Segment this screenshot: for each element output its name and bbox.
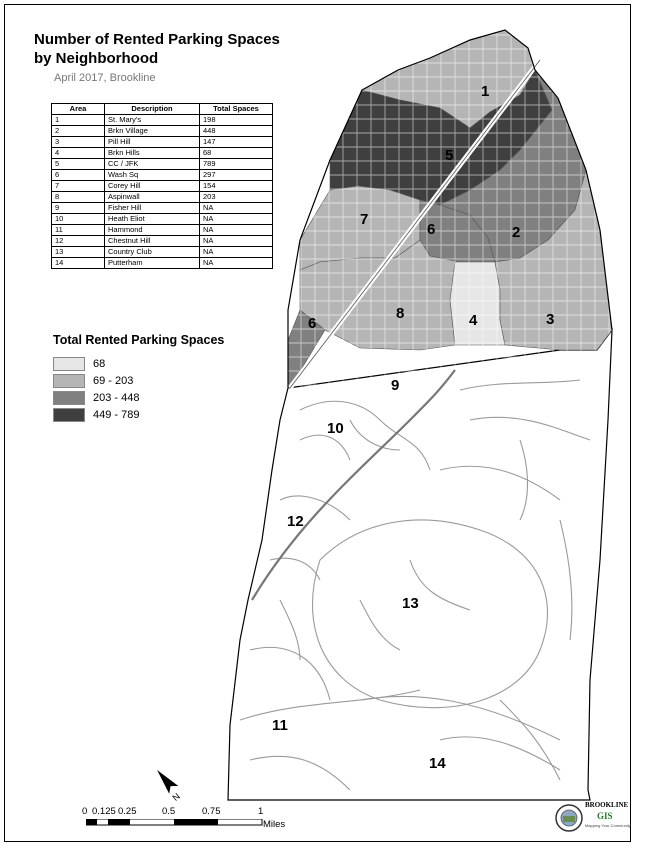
cell-description: Brkn Village: [105, 126, 200, 137]
cell-total-spaces: 203: [200, 192, 273, 203]
label-area-13: 13: [402, 595, 419, 612]
cell-area: 8: [52, 192, 105, 203]
scale-tick-05: 0.5: [162, 806, 176, 817]
cell-area: 13: [52, 247, 105, 258]
label-area-11: 11: [272, 717, 288, 734]
cell-total-spaces: NA: [200, 247, 273, 258]
map-subtitle: April 2017, Brookline: [54, 72, 156, 84]
scale-bar-graphic: [86, 819, 266, 827]
north-arrow-icon: [150, 762, 186, 804]
cell-description: Aspinwall: [105, 192, 200, 203]
label-area-1: 1: [481, 83, 490, 100]
cell-total-spaces: NA: [200, 203, 273, 214]
cell-area: 14: [52, 258, 105, 269]
label-area-12: 12: [287, 513, 304, 530]
label-area-2: 2: [512, 224, 521, 241]
logo-name: BROOKLINE: [585, 801, 629, 809]
label-area-6: 6: [427, 221, 436, 238]
cell-description: CC / JFK: [105, 159, 200, 170]
legend-label: 449 - 789: [93, 408, 140, 421]
label-area-5: 5: [445, 147, 454, 164]
label-area-10: 10: [327, 420, 344, 437]
label-area-9: 9: [391, 377, 400, 394]
cell-area: 9: [52, 203, 105, 214]
cell-description: Brkn Hills: [105, 148, 200, 159]
legend-title: Total Rented Parking Spaces: [53, 333, 225, 347]
shaded-neighborhoods: [280, 20, 620, 400]
cell-total-spaces: NA: [200, 236, 273, 247]
cell-total-spaces: NA: [200, 214, 273, 225]
north-street-grid: [280, 20, 620, 400]
cell-total-spaces: 198: [200, 115, 273, 126]
label-area-6-west: 6: [308, 315, 317, 332]
cell-total-spaces: 297: [200, 170, 273, 181]
brookline-gis-logo: [555, 798, 631, 838]
scale-tick-0: 0: [82, 806, 88, 817]
cell-total-spaces: 154: [200, 181, 273, 192]
cell-description: Heath Eliot: [105, 214, 200, 225]
cell-area: 1: [52, 115, 105, 126]
header-description: Description: [105, 104, 200, 115]
cell-description: Putterham: [105, 258, 200, 269]
legend-label: 68: [93, 357, 106, 370]
cell-total-spaces: 147: [200, 137, 273, 148]
scale-tick-025: 0.25: [118, 806, 137, 817]
cell-description: Wash Sq: [105, 170, 200, 181]
cell-area: 10: [52, 214, 105, 225]
label-area-4: 4: [469, 312, 478, 329]
cell-total-spaces: 448: [200, 126, 273, 137]
cell-description: Fisher Hill: [105, 203, 200, 214]
logo-sub: GIS: [597, 811, 613, 821]
label-area-7: 7: [360, 211, 369, 228]
cell-description: Country Club: [105, 247, 200, 258]
scale-tick-1: 1: [258, 806, 264, 817]
cell-area: 7: [52, 181, 105, 192]
legend-label: 69 - 203: [93, 374, 134, 387]
cell-description: Pill Hill: [105, 137, 200, 148]
cell-description: Hammond: [105, 225, 200, 236]
label-area-3: 3: [546, 311, 555, 328]
cell-area: 3: [52, 137, 105, 148]
scale-bar: [82, 806, 286, 836]
cell-area: 5: [52, 159, 105, 170]
label-area-8: 8: [396, 305, 405, 322]
cell-area: 6: [52, 170, 105, 181]
cell-description: Corey Hill: [105, 181, 200, 192]
cell-total-spaces: NA: [200, 225, 273, 236]
title-line-2: by Neighborhood: [34, 50, 159, 67]
cell-area: 12: [52, 236, 105, 247]
cell-total-spaces: 68: [200, 148, 273, 159]
cell-total-spaces: 789: [200, 159, 273, 170]
scale-unit: Miles: [263, 819, 286, 830]
cell-area: 2: [52, 126, 105, 137]
cell-description: Chestnut Hill: [105, 236, 200, 247]
svg-text:N: N: [170, 791, 182, 803]
logo-tagline: Mapping Your Community: [585, 823, 631, 828]
legend-label: 203 - 448: [93, 391, 140, 404]
scale-tick-075: 0.75: [202, 806, 221, 817]
scale-tick-0125: 0.125: [92, 806, 116, 817]
cell-area: 4: [52, 148, 105, 159]
title-line-1: Number of Rented Parking Spaces: [34, 31, 280, 48]
header-area: Area: [52, 104, 105, 115]
header-total-spaces: Total Spaces: [200, 104, 273, 115]
label-area-14: 14: [429, 755, 446, 772]
cell-description: St. Mary's: [105, 115, 200, 126]
cell-area: 11: [52, 225, 105, 236]
cell-total-spaces: NA: [200, 258, 273, 269]
